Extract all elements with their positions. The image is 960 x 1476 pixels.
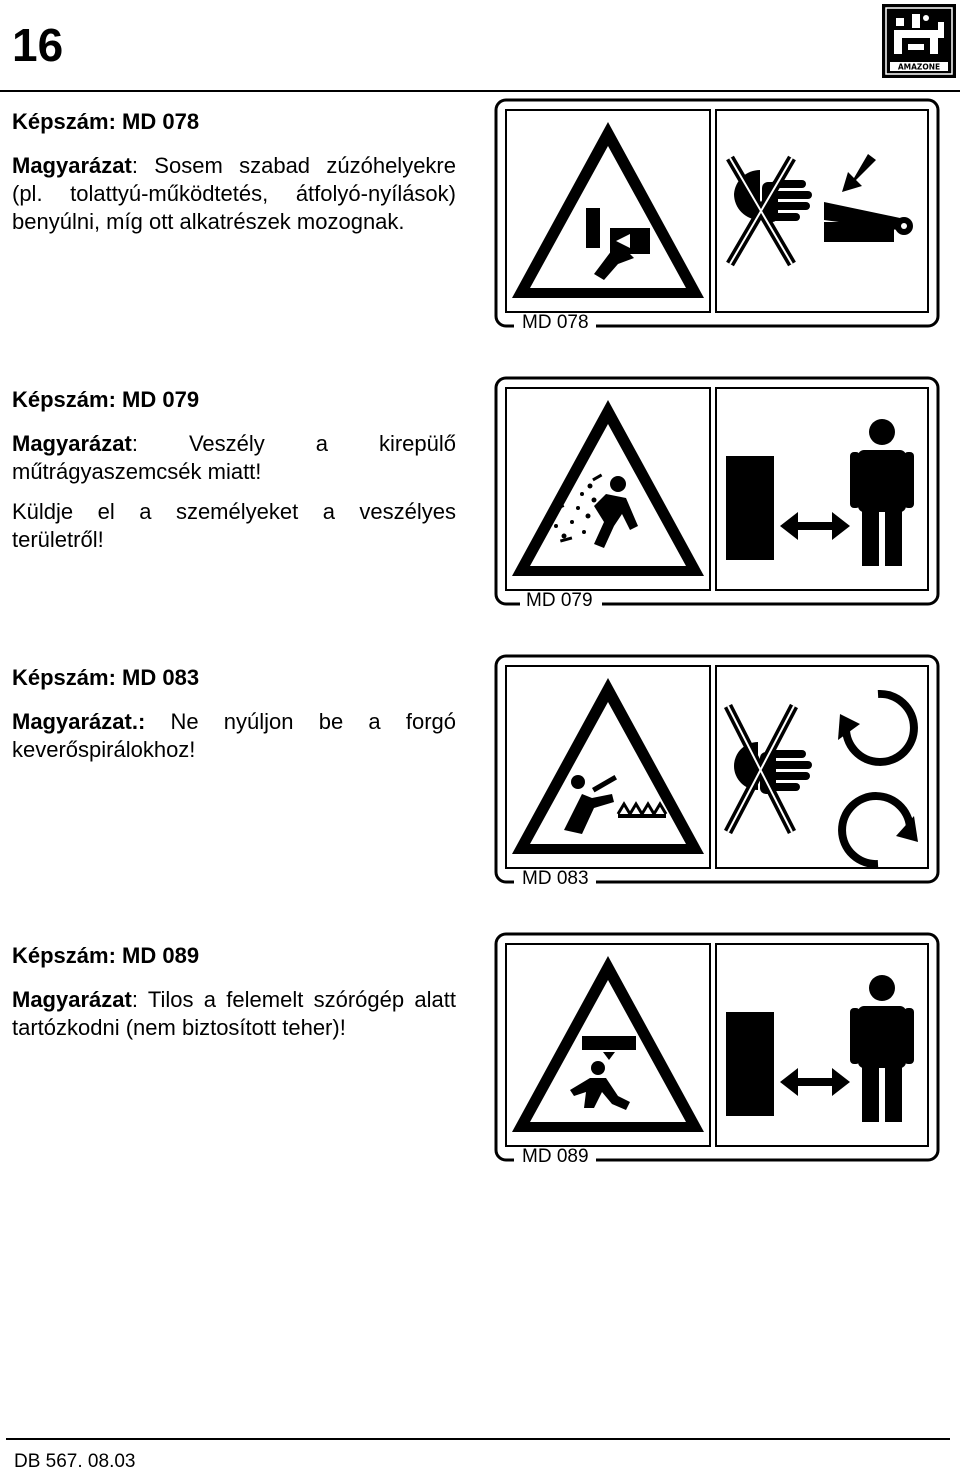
logo-text: AMAZONE xyxy=(897,62,941,72)
description xyxy=(12,152,456,236)
description xyxy=(12,986,456,1042)
description-label: Magyarázat xyxy=(12,987,132,1012)
description-text: Tilos a felemelt szórógép alatt tartózkodni (nem biztosított teher)! xyxy=(12,987,456,1040)
description-label-suffix: : xyxy=(131,987,138,1012)
warning-sign-md-083 xyxy=(494,654,940,886)
section-heading: Képszám: MD 083 xyxy=(12,665,200,690)
description-label-suffix: : xyxy=(131,431,138,456)
warning-sign-md-078 xyxy=(494,98,940,330)
section-md-079 xyxy=(0,386,960,626)
description xyxy=(12,430,456,486)
description-text: Sosem szabad zúzóhelyekre (pl. tolattyú-működtetés, átfolyó-nyílások) benyúlni, míg ott alkatrészek mozognak. xyxy=(12,153,456,234)
section-md-078 xyxy=(0,108,960,348)
description-label: Magyarázat.: xyxy=(12,709,146,734)
amazone-logo xyxy=(882,4,956,78)
header-rule xyxy=(0,90,960,92)
page-number: 16 xyxy=(12,19,64,71)
sign-code: MD 078 xyxy=(522,312,589,330)
description-label: Magyarázat xyxy=(12,431,132,456)
footer-rule xyxy=(6,1438,950,1440)
sign-code: MD 083 xyxy=(522,868,589,886)
section-heading: Képszám: MD 078 xyxy=(12,109,200,134)
description xyxy=(12,708,456,764)
footer-document-code: DB 567. 08.03 xyxy=(14,1451,136,1472)
description-label: Magyarázat xyxy=(12,153,132,178)
description-text: Ne nyúljon be a forgó keverőspirálokhoz! xyxy=(12,709,456,762)
section-md-083 xyxy=(0,664,960,904)
section-heading: Képszám: MD 079 xyxy=(12,387,200,412)
caption xyxy=(12,942,456,1042)
description-text-2: Küldje el a személyeket a veszélyes területről! xyxy=(12,499,456,552)
section-heading: Képszám: MD 089 xyxy=(12,943,200,968)
caption xyxy=(12,108,456,236)
warning-sign-md-089 xyxy=(494,932,940,1164)
caption xyxy=(12,664,456,764)
section-md-089 xyxy=(0,942,960,1182)
description-label-suffix: : xyxy=(131,153,138,178)
caption xyxy=(12,386,456,554)
description-text: Veszély a kirepülő műtrágyaszemcsék miatt! xyxy=(12,431,456,484)
sign-code: MD 079 xyxy=(526,590,593,608)
warning-sign-md-079 xyxy=(494,376,940,608)
sign-code: MD 089 xyxy=(522,1146,589,1164)
